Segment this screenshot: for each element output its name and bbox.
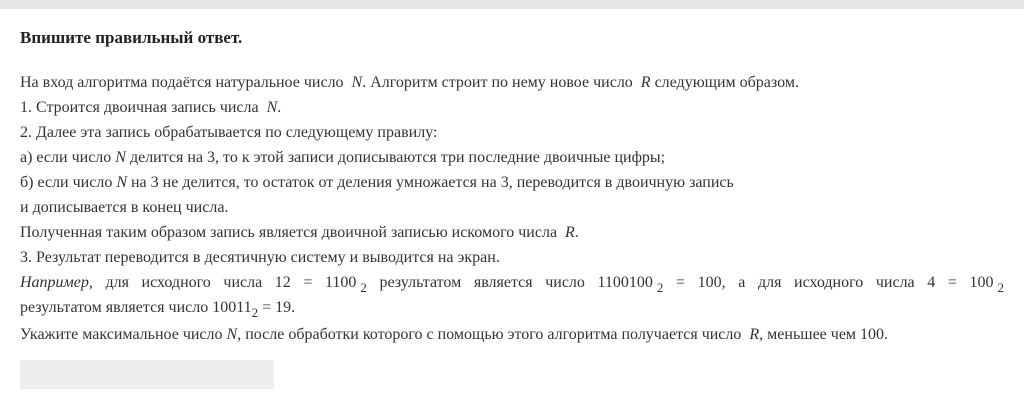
text: результатом является число 10011 (20, 299, 252, 316)
subscript: 2 (997, 280, 1004, 295)
text: 1. Строится двоичная запись числа (20, 99, 259, 116)
rule-b (20, 170, 1004, 195)
number-binary (969, 270, 1004, 295)
result-line (20, 220, 1004, 245)
text: результатом (379, 274, 462, 291)
number-binary (325, 270, 367, 295)
text: , меньшее чем 100. (759, 326, 889, 343)
text: = (947, 274, 957, 291)
var-n: N (351, 74, 363, 91)
text: числа (223, 274, 263, 291)
var-n: N (226, 326, 238, 343)
text: = (303, 274, 313, 291)
text: для (757, 274, 782, 291)
text: следующим образом. (654, 74, 799, 91)
text: 12 (274, 274, 291, 291)
text: Полученная таким образом запись является двоичной записью искомого числа (20, 224, 558, 241)
text: , после обработки которого с помощью этого алгоритма получается число (237, 326, 742, 343)
text: 1100100 (597, 274, 653, 291)
var-n: N (115, 149, 126, 166)
task-container (0, 9, 1024, 389)
var-n: N (116, 174, 127, 191)
task-intro (20, 70, 1004, 95)
rule-b-cont: и дописывается в конец числа. (20, 199, 229, 216)
subscript: 2 (656, 280, 664, 295)
text: б) если число (20, 174, 113, 191)
text: Например, (20, 274, 93, 291)
text: 4 (927, 274, 936, 291)
number-binary (598, 270, 664, 295)
question-line (20, 322, 1004, 347)
task-heading: Впишите правильный ответ. (20, 28, 243, 47)
text: . (277, 99, 282, 116)
top-bar (0, 0, 1024, 9)
text: На вход алгоритма подаётся натуральное число (20, 74, 344, 91)
var-r: R (749, 326, 760, 343)
text: делится на 3, то к этой записи дописываются три последние двоичные цифры; (129, 149, 666, 166)
var-n: N (266, 99, 278, 116)
var-r: R (640, 74, 651, 91)
text: исходного (794, 274, 864, 291)
text: = (676, 274, 686, 291)
text: . Алгоритм строит по нему новое число (362, 74, 633, 91)
example-cont (20, 295, 1004, 320)
text: для (105, 274, 129, 291)
text: 100, (697, 274, 726, 291)
subscript: 2 (251, 305, 259, 320)
text: числа (875, 274, 915, 291)
example-line (20, 270, 1004, 295)
text: на 3 не делится, то остаток от деления умножается на 3, переводится в двоичную запись (130, 174, 734, 191)
text: а (738, 274, 746, 291)
answer-input[interactable] (20, 360, 274, 389)
var-r: R (565, 224, 575, 241)
text: 1100 (325, 274, 357, 291)
text: Укажите максимальное число (20, 326, 223, 343)
subscript: 2 (360, 280, 367, 295)
text: . (574, 224, 579, 241)
step-2: 2. Далее эта запись обрабатывается по следующему правилу: (20, 124, 438, 141)
text: исходного (141, 274, 211, 291)
text: = 19. (262, 299, 296, 316)
step-1 (20, 95, 1004, 120)
text: число (545, 274, 585, 291)
step-3: 3. Результат переводится в десятичную систему и выводится на экран. (20, 249, 500, 266)
rule-a (20, 145, 1004, 170)
text: а) если число (20, 149, 112, 166)
text: 100 (969, 274, 994, 291)
text: является (473, 274, 533, 291)
